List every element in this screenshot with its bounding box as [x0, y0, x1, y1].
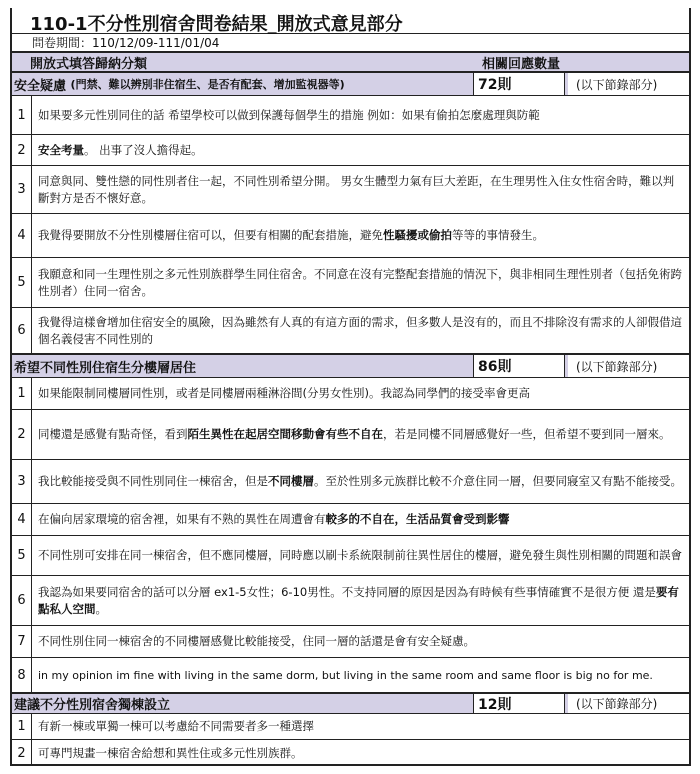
item-text: 可專門規畫一棟宿舍給想和異性住或多元性別族群。: [38, 745, 303, 760]
list-item: [12, 214, 689, 258]
item-text: 在偏向居家環境的宿舍裡，如果有不熟的異性在周遭會有較多的不自在，生活品質會受到影響: [38, 512, 510, 526]
section-category-detail: (門禁、難以辨別非住宿生、是否有配套、增加監視器等): [70, 78, 345, 91]
item-text: 我認為如果要同宿舍的話可以分層 ex1-5女性；6-10男性。不支持同層的原因是因為有時候有些事情確實不是很方便 還是要有點私人空間。: [38, 584, 679, 616]
survey-period: 問卷期間：110/12/09-111/01/04: [12, 34, 689, 52]
item-text: in my opinion im fine with living in the same dorm, but living in the same room and same floor is big no for me.: [38, 668, 653, 682]
item-number: 6: [12, 576, 32, 625]
section-category: 希望不同性別住宿生分樓層居住: [14, 360, 197, 376]
item-number: 5: [12, 536, 32, 575]
section-count: 12則: [473, 694, 565, 713]
item-number: 4: [12, 504, 32, 535]
list-item: [12, 576, 689, 626]
table-header: [12, 52, 689, 72]
item-number: 2: [12, 135, 32, 165]
item-text: 如果要多元性別同住的話 希望學校可以做到保護每個學生的措施 例如：如果有偷拍怎麼處理與防範: [38, 107, 540, 122]
header-category: 開放式填答歸納分類: [30, 56, 148, 72]
section-separate-building: [12, 693, 689, 714]
section-count: 86則: [473, 355, 565, 377]
list-item: [12, 714, 689, 740]
section-count: 72則: [473, 73, 565, 95]
list-item: [12, 504, 689, 536]
list-item: [12, 658, 689, 693]
item-number: 4: [12, 214, 32, 257]
item-text: 我覺得要開放不分性別樓層住宿可以，但要有相關的配套措施，避免性騷擾或偷拍等等的事情發生。: [38, 228, 544, 242]
list-item: [12, 460, 689, 504]
section-category: 安全疑慮: [14, 78, 67, 94]
section-safety: [12, 72, 689, 96]
item-number: 1: [12, 96, 32, 134]
results-table: [10, 8, 691, 766]
item-text: 我願意和同一生理性別之多元性別族群學生同住宿舍。不同意在沒有完整配套措施的情況下，與非相同生理性別者（包括免術跨性別者）住同一宿舍。: [38, 266, 682, 298]
item-text: 有新一棟或單獨一棟可以考慮給不同需要者多一種選擇: [38, 719, 314, 733]
list-item: [12, 626, 689, 658]
item-text: 同意與同、雙性戀的同性別者住一起，不同性別希望分開。 男女生體型力氣有巨大差距，在生理男性入住女性宿舍時，難以判斷對方是否不懷好意。: [38, 173, 675, 205]
item-number: 1: [12, 378, 32, 409]
item-text: 我覺得這樣會增加住宿安全的風險，因為雖然有人真的有這方面的需求，但多數人是沒有的，而且不排除沒有需求的人卻假借這個名義侵害不同性別的: [38, 314, 682, 346]
item-number: 2: [12, 740, 32, 766]
item-number: 1: [12, 714, 32, 739]
list-item: [12, 166, 689, 214]
item-text: 不同性別住同一棟宿舍的不同樓層感覺比較能接受，住同一層的話還是會有安全疑慮。: [38, 634, 475, 648]
list-item: [12, 740, 689, 766]
list-item: [12, 410, 689, 460]
list-item: [12, 96, 689, 135]
list-item: [12, 308, 689, 354]
list-item: [12, 536, 689, 576]
item-number: 2: [12, 410, 32, 459]
item-number: 3: [12, 460, 32, 503]
item-number: 3: [12, 166, 32, 213]
section-note: (以下節錄部分): [568, 694, 689, 713]
item-text: 不同性別可安排在同一棟宿舍，但不應同樓層，同時應以刷卡系統限制前往異性居住的樓層，避免發生與性別相關的問題和誤會: [38, 548, 682, 562]
item-text: 如果能限制同樓層同性別，或者是同樓層兩種淋浴間(分男女性別)。我認為同學們的接受率會更高: [38, 386, 530, 400]
item-number: 6: [12, 308, 32, 353]
section-note: (以下節錄部分): [568, 73, 689, 95]
item-number: 5: [12, 258, 32, 307]
list-item: [12, 258, 689, 308]
list-item: [12, 378, 689, 410]
section-separate-floors: [12, 354, 689, 378]
section-category: 建議不分性別宿舍獨棟設立: [14, 698, 171, 713]
item-text: 安全考量。 出事了沒人擔得起。: [38, 142, 203, 157]
item-number: 8: [12, 658, 32, 692]
section-note: (以下節錄部分): [568, 355, 689, 377]
header-count: 相關回應數量: [482, 56, 561, 72]
item-text: 我比較能接受與不同性別同住一棟宿舍，但是不同樓層。至於性別多元族群比較不介意住同一層，但要同寢室又有點不能接受。: [38, 474, 682, 488]
item-number: 7: [12, 626, 32, 657]
page-title: 110-1不分性別宿舍問卷結果_開放式意見部分: [12, 8, 689, 34]
list-item: [12, 135, 689, 166]
item-text: 同樓還是感覺有點奇怪，看到陌生異性在起居空間移動會有些不自在，若是同樓不同層感覺好一些，但希望不要到同一層來。: [38, 427, 671, 441]
